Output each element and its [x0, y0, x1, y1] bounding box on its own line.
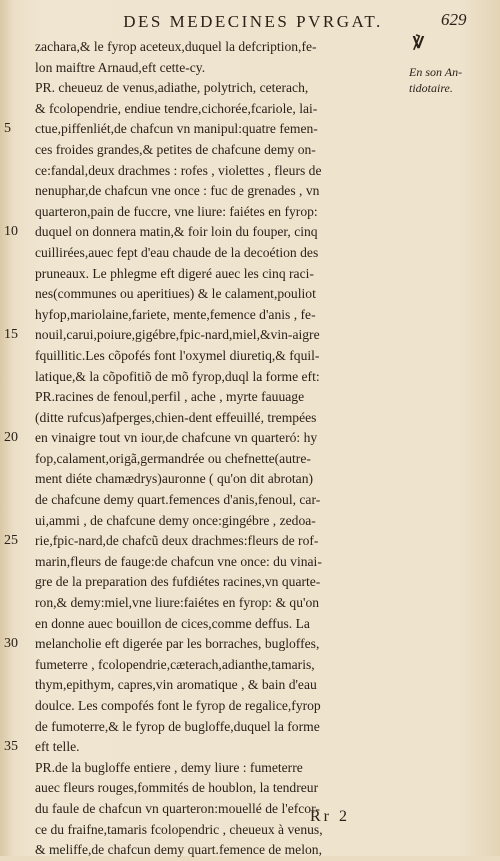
text-line: PR.racines de fenoul,perfil , ache , myrte fauuage	[35, 389, 305, 405]
line-number: 10	[4, 224, 18, 239]
text-line: quarteron,pain de fuccre, vne liure: faiétes en fyrop:	[35, 203, 318, 219]
page-number: 629	[441, 10, 467, 29]
text-line: rie,fpic-nard,de chafcũ deux drachmes:fleurs de rof-	[35, 533, 319, 549]
running-header: DES MEDECINES PVRGAT.	[123, 12, 383, 31]
text-line: auec fleurs rouges,fommités de houblon, la tendreur	[35, 780, 319, 796]
line-number: 15	[4, 327, 18, 342]
text-line: lon maiftre Arnaud,eft cette-cy.	[35, 59, 206, 75]
line-number: 25	[4, 533, 18, 548]
text-line: zachara,& le fyrop aceteux,duquel la defcription,fe-	[35, 39, 317, 54]
versicle-marker-icon: ℣	[413, 35, 424, 52]
text-line: nes(communes ou aperitiues) & le calament,pouliot	[35, 286, 316, 302]
text-line: marin,fleurs de fauge:de chafcun vne once: du vinai-	[35, 553, 322, 569]
text-line: duquel on donnera matin,& foir loin du fouper, cinq	[35, 224, 318, 240]
text-line: latique,& la cõpofitiõ de mõ fyrop,duql la forme eft:	[35, 368, 320, 384]
text-line: (ditte rufcus)afperges,chien-dent effeuillé, trempées	[35, 409, 317, 425]
text-line: hyfop,mariolaine,fariete, mente,femence d'anis , fe-	[35, 306, 316, 322]
text-block	[35, 37, 435, 861]
text-line: fquillitic.Les cõpofés font l'oxymel diuretiq,& fquil-	[35, 347, 320, 363]
text-line: PR. cheueuz de venus,adiathe, polytrich, ceterach,	[35, 80, 309, 96]
margin-note-line: En son An-	[409, 65, 463, 79]
line-number: 20	[4, 430, 18, 445]
text-line: melancholie eft digerée par les borraches, bugloffes,	[35, 636, 320, 652]
text-line: ment diéte chamædrys)auronne ( qu'on dit abrotan)	[35, 471, 314, 487]
text-line: pruneaux. Le phlegme eft digeré auec les cinq raci-	[35, 265, 314, 281]
text-line: nouil,carui,poiure,gigébre,fpic-nard,miel,&vin-aigre	[35, 327, 320, 343]
text-line: PR.de la bugloffe entiere , demy liure : fumeterre	[35, 759, 303, 775]
line-number: 30	[4, 636, 18, 651]
text-line: fumeterre , fcolopendrie,cæterach,adianthe,tamaris,	[35, 656, 315, 672]
text-line: ron,& demy:miel,vne liure:faiétes en fyrop: & qu'on	[35, 595, 320, 611]
margin-note-line: tidotaire.	[409, 81, 453, 95]
text-line: & fcolopendrie, endiue tendre,cichorée,fcariole, lai-	[35, 100, 318, 116]
text-line: du faule de chafcun vn quarteron:mouellé de l'efcor-	[35, 800, 320, 816]
text-line: en vinaigre tout vn iour,de chafcune vn quarteró: hy	[35, 430, 318, 446]
text-line: gre de la preparation des fufdiétes racines,vn quarte-	[35, 574, 321, 590]
text-line: en donne auec bouillon de cices,comme deffus. La	[35, 615, 310, 631]
text-line: ctue,piffenliét,de chafcun vn manipul:quatre femen-	[35, 121, 318, 137]
text-line: ce:fandal,deux drachmes : rofes , violettes , fleurs de	[35, 162, 322, 178]
text-line: nenuphar,de chafcun vne once : fuc de grenades , vn	[35, 183, 320, 199]
line-number: 35	[4, 739, 18, 754]
text-line: thym,epithym, capres,vin aromatique , & bain d'eau	[35, 677, 317, 693]
text-line: eft telle.	[35, 739, 80, 755]
text-line: & meliffe,de chafcun demy quart.femence de melon,	[35, 842, 322, 858]
text-line: fop,calament,origã,germandrée ou chefnette(autre-	[35, 450, 311, 466]
line-number: 5	[4, 121, 11, 136]
text-line: doulce. Les compofés font le fyrop de regalice,fyrop	[35, 698, 321, 713]
text-line: ui,ammi , de chafcune demy once:gingébre , zedoa-	[35, 512, 316, 528]
text-line: cuillirées,auec fept d'eau chaude de la decoétion des	[35, 244, 319, 260]
text-line: ce du fraifne,tamaris fcolopendric , cheueux à venus,	[35, 821, 323, 837]
text-line: ces froides grandes,& petites de chafcune demy on-	[35, 141, 316, 157]
text-line: de fumoterre,& le fyrop de bugloffe,duquel la forme	[35, 718, 320, 734]
text-line: de chafcune demy quart.femences d'anis,fenoul, car-	[35, 492, 321, 508]
signature-mark: Rr 2	[310, 808, 350, 825]
